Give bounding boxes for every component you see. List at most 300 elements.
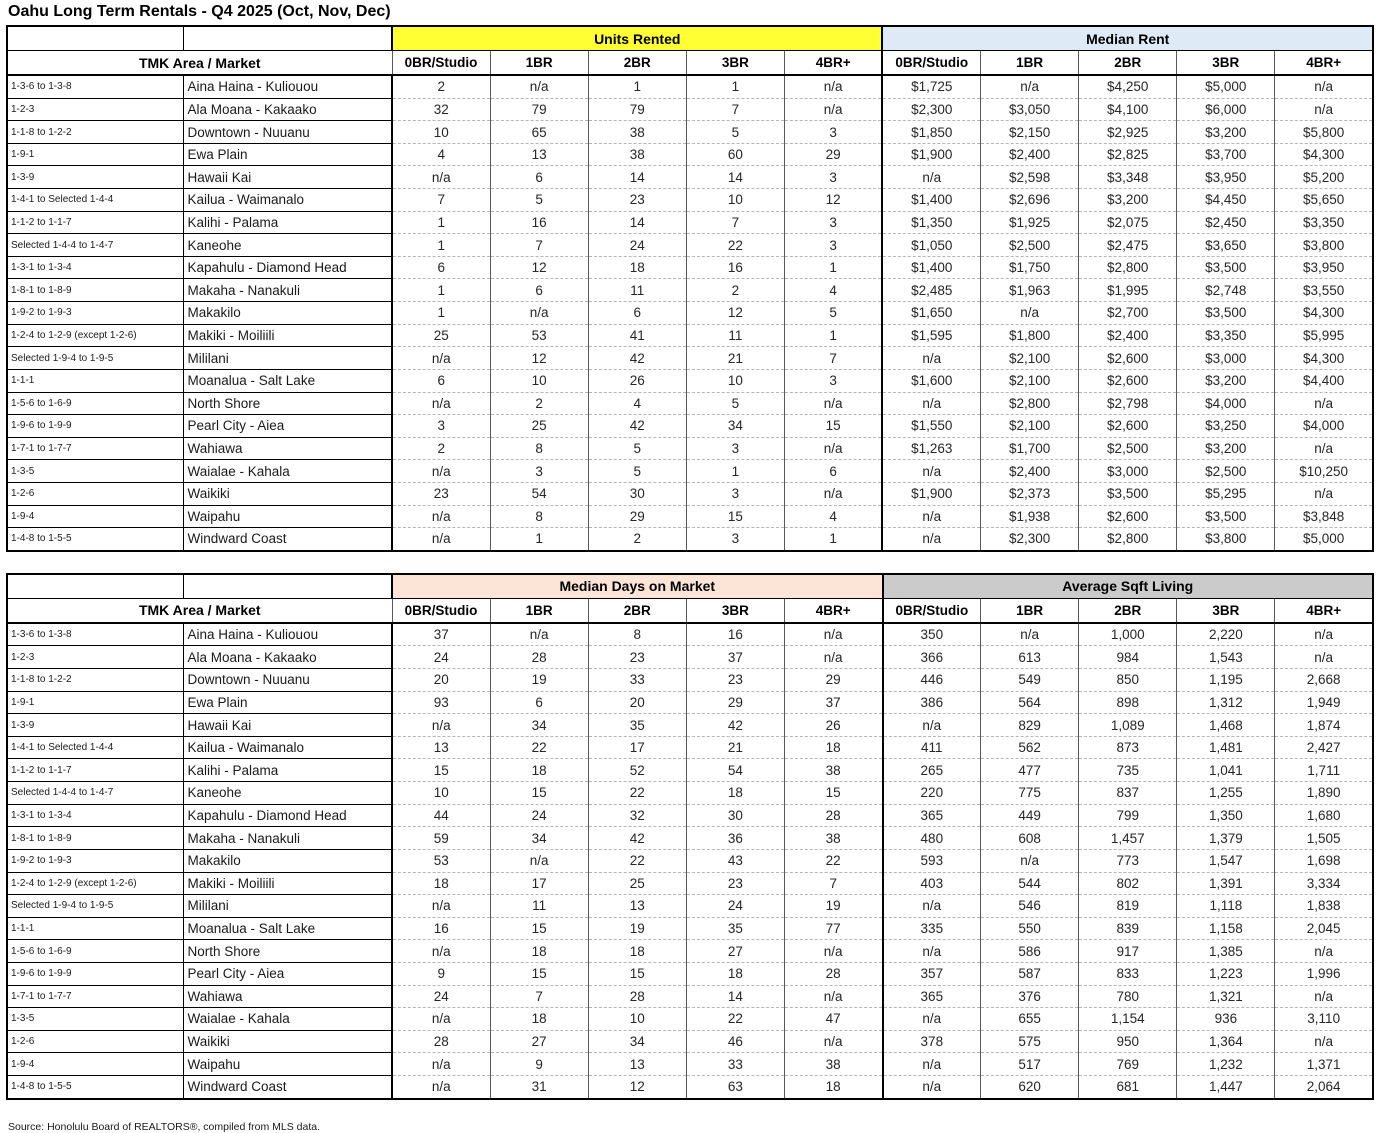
- value-cell: 773: [1079, 849, 1177, 872]
- value-cell: $3,848: [1275, 505, 1373, 528]
- value-cell: 19: [784, 895, 882, 918]
- value-cell: $3,700: [1177, 143, 1275, 166]
- value-cell: 1,890: [1275, 782, 1373, 805]
- market-name: Makiki - Moiliili: [183, 324, 392, 347]
- market-name: Kapahulu - Diamond Head: [183, 256, 392, 279]
- tmk-range: 1-1-8 to 1-2-2: [7, 121, 183, 144]
- value-cell: $3,950: [1275, 256, 1373, 279]
- value-cell: 18: [490, 940, 588, 963]
- value-cell: 2: [490, 392, 588, 415]
- column-header-row: [7, 51, 1373, 76]
- value-cell: $1,750: [981, 256, 1079, 279]
- bedroom-column-header: 2BR: [588, 598, 686, 623]
- value-cell: 15: [588, 962, 686, 985]
- value-cell: 18: [392, 872, 490, 895]
- value-cell: 1,321: [1177, 985, 1275, 1008]
- market-name: Ala Moana - Kakaako: [183, 98, 392, 121]
- blank-cell: [183, 574, 392, 599]
- value-cell: 21: [686, 736, 784, 759]
- value-cell: 2: [588, 528, 686, 551]
- value-cell: $2,800: [1079, 256, 1177, 279]
- section-title: Median Rent: [882, 26, 1372, 51]
- value-cell: $3,250: [1177, 415, 1275, 438]
- value-cell: 42: [588, 347, 686, 370]
- value-cell: 24: [588, 234, 686, 257]
- value-cell: 28: [588, 985, 686, 1008]
- value-cell: 2: [686, 279, 784, 302]
- value-cell: 65: [490, 121, 588, 144]
- tmk-range: 1-3-5: [7, 1008, 183, 1031]
- value-cell: $3,050: [981, 98, 1079, 121]
- value-cell: 365: [883, 985, 981, 1008]
- value-cell: $2,373: [981, 482, 1079, 505]
- market-name: Makiki - Moiliili: [183, 872, 392, 895]
- value-cell: $2,600: [1079, 505, 1177, 528]
- bedroom-column-header: 2BR: [588, 51, 686, 76]
- market-name: Aina Haina - Kuliouou: [183, 75, 392, 98]
- table-row: [7, 895, 1373, 918]
- value-cell: 93: [392, 691, 490, 714]
- value-cell: 775: [981, 782, 1079, 805]
- value-cell: n/a: [883, 714, 981, 737]
- value-cell: 5: [686, 392, 784, 415]
- value-cell: n/a: [392, 895, 490, 918]
- bedroom-column-header: 3BR: [1177, 598, 1275, 623]
- value-cell: 1: [784, 256, 882, 279]
- column-header-row: [7, 598, 1373, 623]
- value-cell: n/a: [1275, 985, 1373, 1008]
- market-name: Windward Coast: [183, 528, 392, 551]
- value-cell: 31: [490, 1075, 588, 1098]
- tmk-range: 1-4-1 to Selected 1-4-4: [7, 736, 183, 759]
- value-cell: 37: [392, 623, 490, 646]
- value-cell: $4,300: [1275, 347, 1373, 370]
- value-cell: 2,064: [1275, 1075, 1373, 1098]
- table-row: [7, 234, 1373, 257]
- tmk-range: 1-9-6 to 1-9-9: [7, 415, 183, 438]
- value-cell: 23: [588, 646, 686, 669]
- value-cell: 60: [686, 143, 784, 166]
- market-name: Waialae - Kahala: [183, 460, 392, 483]
- tmk-range: 1-9-4: [7, 1053, 183, 1076]
- value-cell: 18: [686, 962, 784, 985]
- value-cell: 26: [588, 369, 686, 392]
- table-row: [7, 940, 1373, 963]
- value-cell: 2,427: [1275, 736, 1373, 759]
- table-row: [7, 392, 1373, 415]
- value-cell: 21: [686, 347, 784, 370]
- value-cell: $5,995: [1275, 324, 1373, 347]
- value-cell: $1,050: [882, 234, 980, 257]
- value-cell: n/a: [882, 166, 980, 189]
- table-row: [7, 1053, 1373, 1076]
- value-cell: $2,600: [1079, 369, 1177, 392]
- tmk-range: Selected 1-4-4 to 1-4-7: [7, 234, 183, 257]
- value-cell: 681: [1079, 1075, 1177, 1098]
- value-cell: 3: [686, 437, 784, 460]
- value-cell: $3,500: [1177, 256, 1275, 279]
- value-cell: 1,158: [1177, 917, 1275, 940]
- value-cell: 15: [784, 782, 882, 805]
- value-cell: 1,547: [1177, 849, 1275, 872]
- value-cell: 37: [784, 691, 882, 714]
- tmk-range: 1-1-2 to 1-1-7: [7, 759, 183, 782]
- tmk-range: 1-2-6: [7, 1030, 183, 1053]
- value-cell: 1,447: [1177, 1075, 1275, 1098]
- value-cell: 6: [784, 460, 882, 483]
- value-cell: $3,800: [1177, 528, 1275, 551]
- value-cell: 38: [784, 827, 882, 850]
- value-cell: 2,668: [1275, 669, 1373, 692]
- value-cell: n/a: [784, 482, 882, 505]
- value-cell: 735: [1079, 759, 1177, 782]
- value-cell: 25: [490, 415, 588, 438]
- tmk-range: 1-1-2 to 1-1-7: [7, 211, 183, 234]
- value-cell: 8: [490, 505, 588, 528]
- value-cell: 12: [784, 189, 882, 212]
- value-cell: 18: [686, 782, 784, 805]
- table-row: [7, 736, 1373, 759]
- value-cell: 38: [784, 1053, 882, 1076]
- table-row: [7, 827, 1373, 850]
- value-cell: 13: [490, 143, 588, 166]
- value-cell: $1,925: [981, 211, 1079, 234]
- value-cell: $2,600: [1079, 347, 1177, 370]
- value-cell: n/a: [882, 347, 980, 370]
- table-row: [7, 917, 1373, 940]
- table-row: [7, 211, 1373, 234]
- value-cell: 15: [686, 505, 784, 528]
- value-cell: 10: [588, 1008, 686, 1031]
- table-row: [7, 121, 1373, 144]
- tmk-range: 1-2-4 to 1-2-9 (except 1-2-6): [7, 872, 183, 895]
- tmk-range: 1-1-1: [7, 917, 183, 940]
- market-name: Moanalua - Salt Lake: [183, 917, 392, 940]
- value-cell: $2,700: [1079, 302, 1177, 325]
- value-cell: 38: [588, 143, 686, 166]
- value-cell: $5,800: [1275, 121, 1373, 144]
- value-cell: 3,110: [1275, 1008, 1373, 1031]
- tmk-area-market-header: TMK Area / Market: [7, 598, 392, 623]
- value-cell: n/a: [392, 392, 490, 415]
- value-cell: $2,500: [1177, 460, 1275, 483]
- value-cell: 1,680: [1275, 804, 1373, 827]
- value-cell: 6: [392, 256, 490, 279]
- value-cell: n/a: [392, 1075, 490, 1098]
- bedroom-column-header: 1BR: [490, 598, 588, 623]
- value-cell: 1,364: [1177, 1030, 1275, 1053]
- value-cell: 1,118: [1177, 895, 1275, 918]
- value-cell: n/a: [490, 75, 588, 98]
- value-cell: 17: [588, 736, 686, 759]
- value-cell: n/a: [1275, 437, 1373, 460]
- value-cell: n/a: [1275, 75, 1373, 98]
- value-cell: 839: [1079, 917, 1177, 940]
- table-row: [7, 1075, 1373, 1098]
- value-cell: $4,000: [1177, 392, 1275, 415]
- value-cell: $2,696: [981, 189, 1079, 212]
- value-cell: n/a: [981, 302, 1079, 325]
- bedroom-column-header: 2BR: [1079, 51, 1177, 76]
- value-cell: 950: [1079, 1030, 1177, 1053]
- value-cell: 36: [686, 827, 784, 850]
- value-cell: 44: [392, 804, 490, 827]
- value-cell: $2,485: [882, 279, 980, 302]
- value-cell: n/a: [392, 505, 490, 528]
- tmk-range: Selected 1-9-4 to 1-9-5: [7, 895, 183, 918]
- table-row: [7, 1030, 1373, 1053]
- units-rented-median-rent-table: [6, 25, 1374, 552]
- value-cell: n/a: [981, 75, 1079, 98]
- value-cell: $2,100: [981, 369, 1079, 392]
- value-cell: $2,100: [981, 347, 1079, 370]
- tmk-range: 1-5-6 to 1-6-9: [7, 940, 183, 963]
- value-cell: 655: [981, 1008, 1079, 1031]
- value-cell: 517: [981, 1053, 1079, 1076]
- value-cell: 549: [981, 669, 1079, 692]
- value-cell: $1,550: [882, 415, 980, 438]
- value-cell: n/a: [392, 347, 490, 370]
- tmk-range: 1-1-8 to 1-2-2: [7, 669, 183, 692]
- value-cell: 28: [784, 804, 882, 827]
- value-cell: 1,089: [1079, 714, 1177, 737]
- value-cell: 7: [686, 211, 784, 234]
- value-cell: 54: [686, 759, 784, 782]
- value-cell: $3,950: [1177, 166, 1275, 189]
- value-cell: 34: [490, 827, 588, 850]
- value-cell: 802: [1079, 872, 1177, 895]
- value-cell: 28: [784, 962, 882, 985]
- value-cell: 9: [392, 962, 490, 985]
- value-cell: 10: [392, 121, 490, 144]
- market-name: North Shore: [183, 392, 392, 415]
- value-cell: 59: [392, 827, 490, 850]
- value-cell: 7: [392, 189, 490, 212]
- tmk-range: 1-3-6 to 1-3-8: [7, 75, 183, 98]
- value-cell: 1: [784, 324, 882, 347]
- value-cell: 23: [686, 669, 784, 692]
- value-cell: n/a: [882, 460, 980, 483]
- table-row: [7, 872, 1373, 895]
- value-cell: n/a: [784, 1030, 882, 1053]
- value-cell: $2,925: [1079, 121, 1177, 144]
- value-cell: 1,996: [1275, 962, 1373, 985]
- value-cell: 38: [588, 121, 686, 144]
- market-name: Mililani: [183, 895, 392, 918]
- market-name: Kapahulu - Diamond Head: [183, 804, 392, 827]
- table-row: [7, 804, 1373, 827]
- table-row: [7, 962, 1373, 985]
- value-cell: 28: [490, 646, 588, 669]
- value-cell: 42: [686, 714, 784, 737]
- value-cell: 79: [490, 98, 588, 121]
- value-cell: 42: [588, 827, 686, 850]
- value-cell: 33: [686, 1053, 784, 1076]
- value-cell: 30: [588, 482, 686, 505]
- market-name: Makaha - Nanakuli: [183, 279, 392, 302]
- value-cell: 873: [1079, 736, 1177, 759]
- value-cell: 13: [588, 895, 686, 918]
- value-cell: 33: [588, 669, 686, 692]
- bedroom-column-header: 0BR/Studio: [392, 51, 490, 76]
- value-cell: 220: [883, 782, 981, 805]
- tmk-range: 1-3-1 to 1-3-4: [7, 804, 183, 827]
- value-cell: 546: [981, 895, 1079, 918]
- value-cell: 4: [784, 505, 882, 528]
- tmk-range: 1-4-8 to 1-5-5: [7, 528, 183, 551]
- tmk-range: 1-2-3: [7, 646, 183, 669]
- value-cell: 29: [784, 143, 882, 166]
- value-cell: 544: [981, 872, 1079, 895]
- value-cell: $1,350: [882, 211, 980, 234]
- value-cell: 378: [883, 1030, 981, 1053]
- value-cell: n/a: [392, 940, 490, 963]
- value-cell: 8: [490, 437, 588, 460]
- value-cell: $2,150: [981, 121, 1079, 144]
- value-cell: 366: [883, 646, 981, 669]
- value-cell: 1,195: [1177, 669, 1275, 692]
- value-cell: $10,250: [1275, 460, 1373, 483]
- value-cell: 18: [784, 1075, 882, 1098]
- value-cell: 850: [1079, 669, 1177, 692]
- value-cell: n/a: [882, 528, 980, 551]
- tmk-range: 1-3-9: [7, 714, 183, 737]
- value-cell: n/a: [1275, 392, 1373, 415]
- table-row: [7, 143, 1373, 166]
- value-cell: n/a: [784, 623, 882, 646]
- value-cell: $3,350: [1177, 324, 1275, 347]
- bedroom-column-header: 1BR: [490, 51, 588, 76]
- value-cell: 3: [686, 482, 784, 505]
- value-cell: 819: [1079, 895, 1177, 918]
- table-row: [7, 415, 1373, 438]
- value-cell: n/a: [883, 895, 981, 918]
- tmk-range: 1-3-1 to 1-3-4: [7, 256, 183, 279]
- value-cell: 403: [883, 872, 981, 895]
- value-cell: n/a: [981, 623, 1079, 646]
- market-name: Kailua - Waimanalo: [183, 189, 392, 212]
- value-cell: $2,450: [1177, 211, 1275, 234]
- value-cell: 7: [784, 347, 882, 370]
- value-cell: n/a: [392, 1053, 490, 1076]
- table-row: [7, 347, 1373, 370]
- table-row: [7, 437, 1373, 460]
- value-cell: $2,500: [1079, 437, 1177, 460]
- value-cell: 43: [686, 849, 784, 872]
- tmk-range: Selected 1-4-4 to 1-4-7: [7, 782, 183, 805]
- value-cell: 11: [686, 324, 784, 347]
- table-row: [7, 482, 1373, 505]
- value-cell: 29: [686, 691, 784, 714]
- value-cell: 22: [784, 849, 882, 872]
- value-cell: 6: [490, 691, 588, 714]
- value-cell: 2: [392, 75, 490, 98]
- value-cell: $4,400: [1275, 369, 1373, 392]
- value-cell: 14: [588, 166, 686, 189]
- value-cell: $2,075: [1079, 211, 1177, 234]
- value-cell: 12: [588, 1075, 686, 1098]
- value-cell: $1,263: [882, 437, 980, 460]
- value-cell: 4: [588, 392, 686, 415]
- value-cell: n/a: [1275, 623, 1373, 646]
- bedroom-column-header: 2BR: [1079, 598, 1177, 623]
- value-cell: 7: [686, 98, 784, 121]
- value-cell: 3: [490, 460, 588, 483]
- value-cell: 575: [981, 1030, 1079, 1053]
- value-cell: $1,900: [882, 143, 980, 166]
- value-cell: $2,300: [882, 98, 980, 121]
- value-cell: 620: [981, 1075, 1079, 1098]
- value-cell: 6: [490, 166, 588, 189]
- value-cell: 22: [686, 234, 784, 257]
- bedroom-column-header: 1BR: [981, 51, 1079, 76]
- value-cell: $1,600: [882, 369, 980, 392]
- tmk-range: 1-8-1 to 1-8-9: [7, 279, 183, 302]
- value-cell: n/a: [784, 985, 882, 1008]
- section-title: Units Rented: [392, 26, 882, 51]
- value-cell: n/a: [1275, 646, 1373, 669]
- tmk-range: Selected 1-9-4 to 1-9-5: [7, 347, 183, 370]
- value-cell: 1: [392, 302, 490, 325]
- tmk-area-market-header: TMK Area / Market: [7, 51, 392, 76]
- value-cell: 1,838: [1275, 895, 1373, 918]
- market-name: Makakilo: [183, 849, 392, 872]
- value-cell: 77: [784, 917, 882, 940]
- value-cell: 5: [588, 437, 686, 460]
- value-cell: 1,543: [1177, 646, 1275, 669]
- value-cell: 1,711: [1275, 759, 1373, 782]
- value-cell: n/a: [1275, 98, 1373, 121]
- value-cell: n/a: [784, 75, 882, 98]
- value-cell: $4,300: [1275, 143, 1373, 166]
- market-name: Kaneohe: [183, 782, 392, 805]
- value-cell: 799: [1079, 804, 1177, 827]
- value-cell: $1,995: [1079, 279, 1177, 302]
- market-name: Wahiawa: [183, 437, 392, 460]
- value-cell: 3,334: [1275, 872, 1373, 895]
- market-name: Makakilo: [183, 302, 392, 325]
- value-cell: 13: [588, 1053, 686, 1076]
- value-cell: 24: [392, 985, 490, 1008]
- market-name: Kalihi - Palama: [183, 211, 392, 234]
- value-cell: 365: [883, 804, 981, 827]
- value-cell: $3,348: [1079, 166, 1177, 189]
- value-cell: 12: [490, 347, 588, 370]
- tmk-range: 1-7-1 to 1-7-7: [7, 985, 183, 1008]
- value-cell: $5,295: [1177, 482, 1275, 505]
- value-cell: $1,400: [882, 256, 980, 279]
- value-cell: 2,220: [1177, 623, 1275, 646]
- value-cell: 32: [588, 804, 686, 827]
- value-cell: 1,457: [1079, 827, 1177, 850]
- value-cell: 15: [490, 962, 588, 985]
- value-cell: 2: [392, 437, 490, 460]
- value-cell: n/a: [392, 528, 490, 551]
- value-cell: $2,748: [1177, 279, 1275, 302]
- value-cell: 564: [981, 691, 1079, 714]
- value-cell: 357: [883, 962, 981, 985]
- value-cell: $2,825: [1079, 143, 1177, 166]
- value-cell: $3,500: [1177, 302, 1275, 325]
- market-name: Hawaii Kai: [183, 166, 392, 189]
- value-cell: 8: [588, 623, 686, 646]
- value-cell: $3,000: [1079, 460, 1177, 483]
- value-cell: $3,800: [1275, 234, 1373, 257]
- value-cell: 1: [588, 75, 686, 98]
- value-cell: 769: [1079, 1053, 1177, 1076]
- value-cell: $2,500: [981, 234, 1079, 257]
- value-cell: 15: [392, 759, 490, 782]
